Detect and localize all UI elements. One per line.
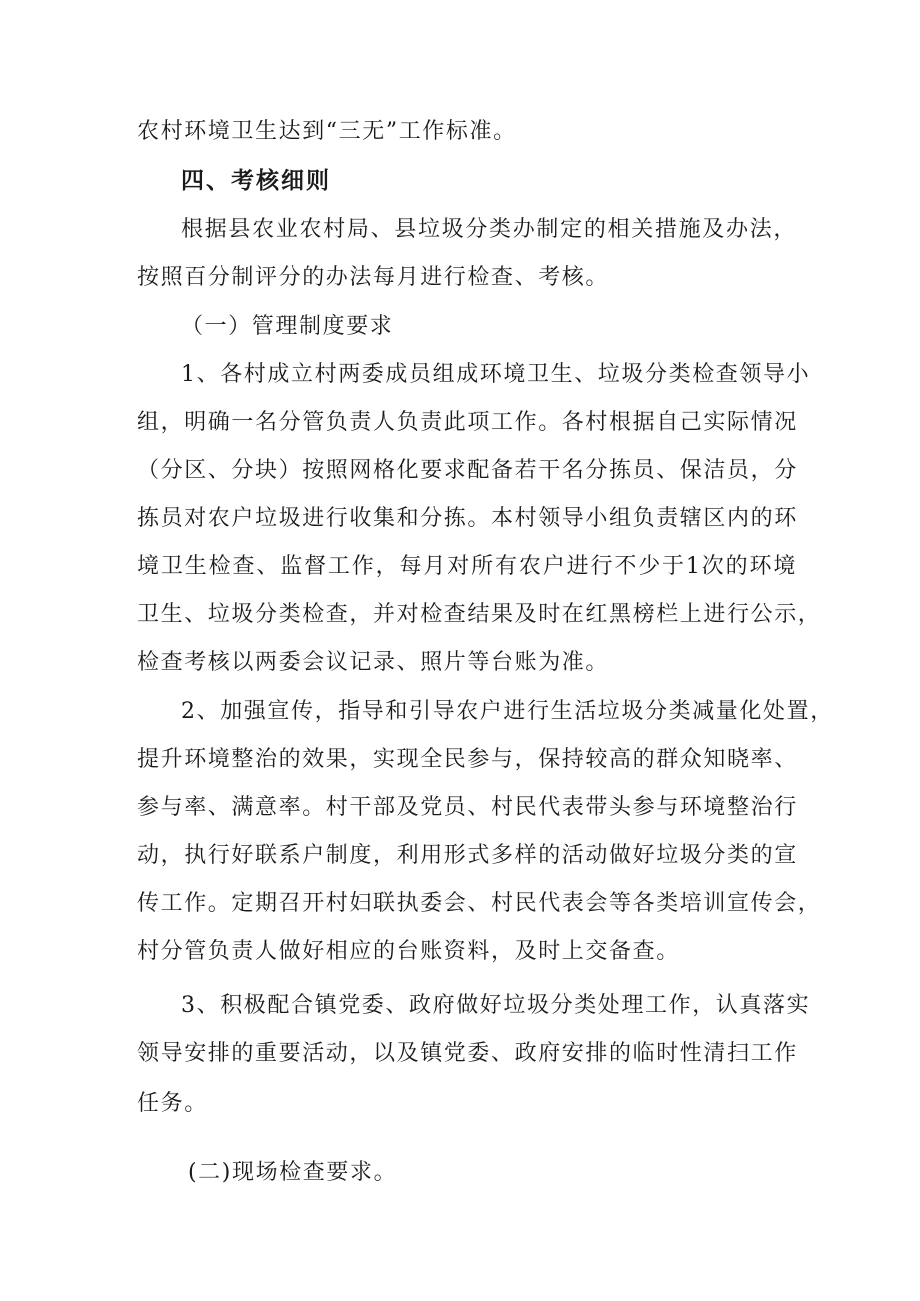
paragraph-line: 检查考核以两委会议记录、照片等台账为准。 [137,650,610,675]
paragraph-line: 任务。 [137,1091,208,1116]
paragraph-line: 领导安排的重要活动，以及镇党委、政府安排的临时性清扫工作 [137,1041,798,1066]
paragraph-line: 卫生、垃圾分类检查，并对检查结果及时在红黑榜栏上进行公示， [137,602,822,627]
section-heading-assessment-rules: 四、考核细则 [181,168,331,194]
paragraph-line: 动，执行好联系户制度，利用形式多样的活动做好垃圾分类的宣 [137,843,798,868]
subsection-heading-management-system: （一）管理制度要求 [181,314,394,339]
paragraph-continuation-line: 农村环境卫生达到“三无”工作标准。 [137,119,517,144]
paragraph-line: 1、各村成立村两委成员组成环境卫生、垃圾分类检查领导小 [181,362,811,387]
paragraph-line: 村分管负责人做好相应的台账资料，及时上交备查。 [137,939,680,964]
paragraph-line: 组，明确一名分管负责人负责此项工作。各村根据自己实际情况 [137,410,798,435]
paragraph-line: （分区、分块）按照网格化要求配备若干名分拣员、保洁员，分 [137,458,798,483]
paragraph-line: 参与率、满意率。村干部及党员、村民代表带头参与环境整治行 [137,795,798,820]
paragraph-line: 提升环境整治的效果，实现全民参与，保持较高的群众知晓率、 [137,747,798,772]
paragraph-line: 2、加强宣传，指导和引导农户进行生活垃圾分类减量化处置， [181,699,834,724]
subsection-heading-site-inspection: (二)现场检查要求。 [188,1160,398,1185]
paragraph-line: 拣员对农户垃圾进行收集和分拣。本村领导小组负责辖区内的环 [137,506,798,531]
paragraph-line: 境卫生检查、监督工作，每月对所有农户进行不少于1次的环境 [137,554,797,579]
paragraph-line: 传工作。定期召开村妇联执委会、村民代表会等各类培训宣传会， [137,891,822,916]
paragraph-line: 按照百分制评分的办法每月进行检查、考核。 [137,265,610,290]
paragraph-line: 根据县农业农村局、县垃圾分类办制定的相关措施及办法， [181,217,797,242]
paragraph-line: 3、积极配合镇党委、政府做好垃圾分类处理工作，认真落实 [181,993,811,1018]
